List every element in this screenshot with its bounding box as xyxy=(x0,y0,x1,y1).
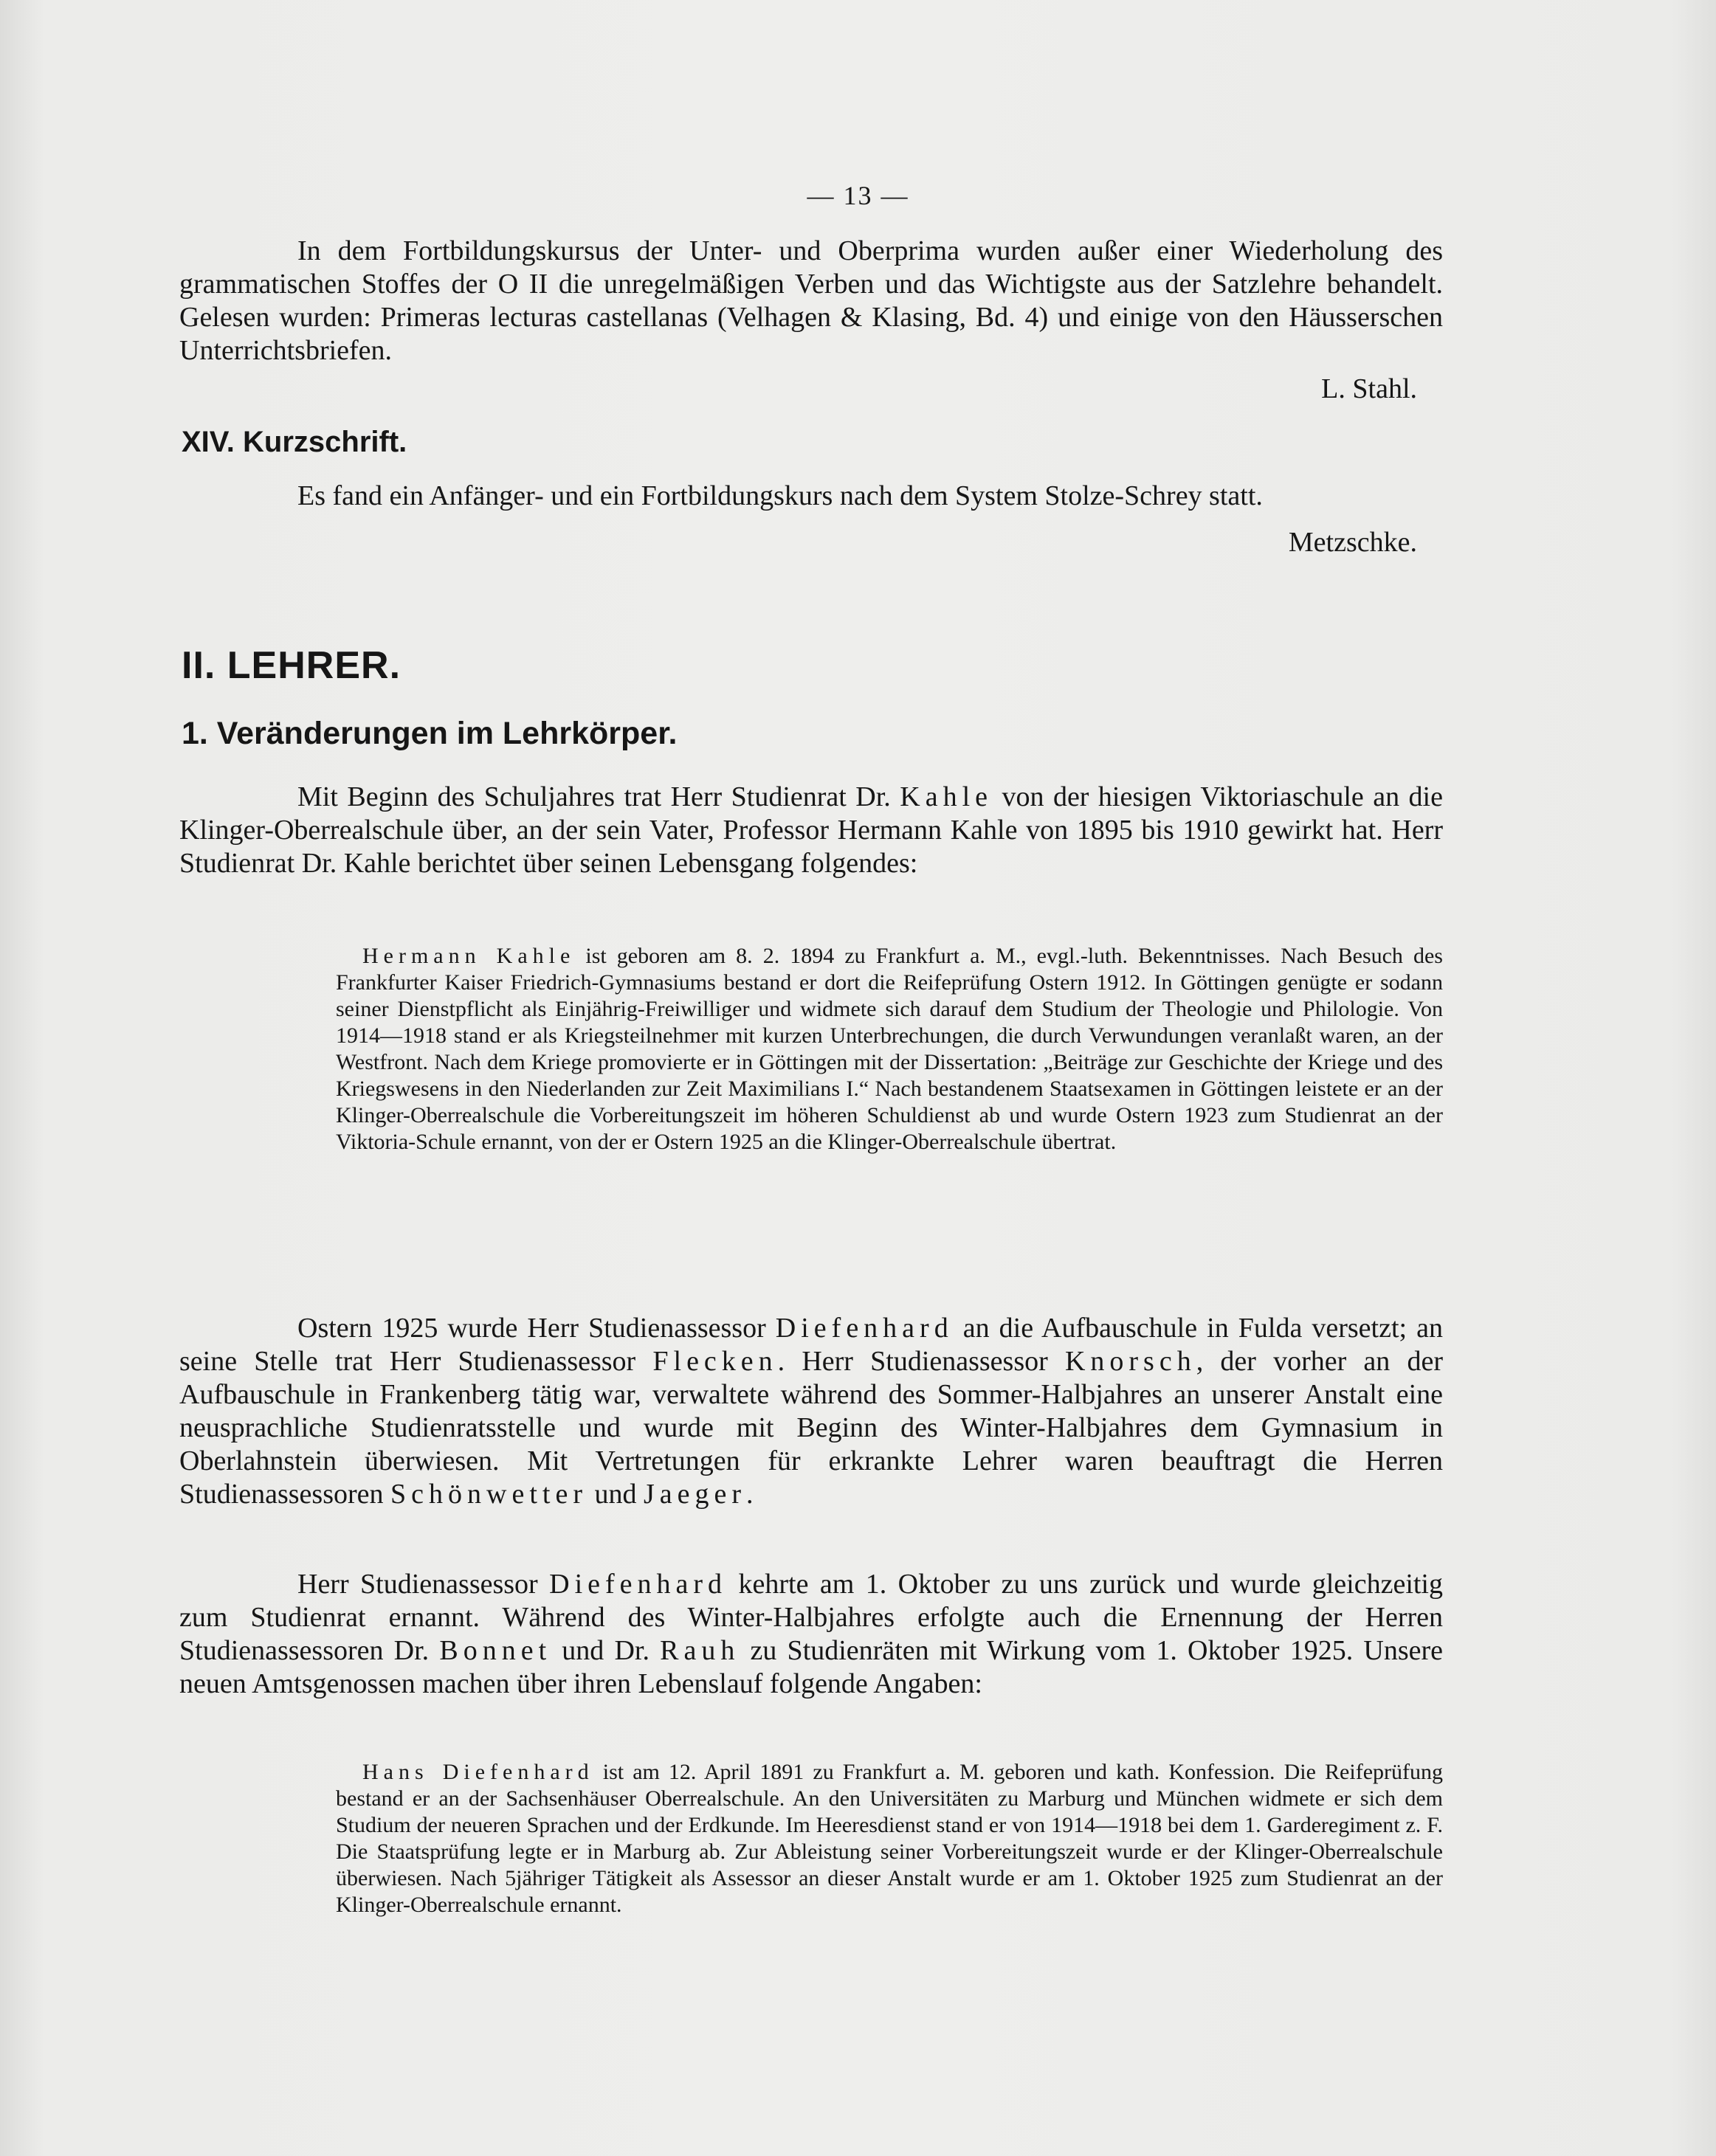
section-heading-kurzschrift: XIV. Kurzschrift. xyxy=(182,426,407,458)
biography-diefenhard xyxy=(336,1759,1443,1918)
person-name-diefenhard: Diefenhard xyxy=(775,1313,954,1344)
paragraph-fortbildungskursus: In dem Fortbildungskursus der Unter- und Oberprima wurden außer einer Wiederholung des grammatischen Stoffes der O II die unregelmäßigen Verben und das Wichtigste aus der Satzlehre behandelt. Gelesen wurden: Primeras lecturas castellanas (Velhagen & Klasing, Bd. 4) und einige von den Häusserschen Unterrichtsbriefen. xyxy=(179,235,1443,366)
paragraph-kahle-intro xyxy=(179,781,1443,880)
biography-text: ist am 12. April 1891 zu Frankfurt a. M. geboren und kath. Konfession. Die Reifeprüfung bestand er an der Sachsenhäuser Oberrealschule. An den Universitäten zu Marburg und München widmete er sich dem Studium der neueren Sprachen und der Erdkunde. Im Heeresdienst stand er von 1914—1918 bei dem 1. Garderegiment z. F. Die Staatsprüfung legte er in Marburg ab. Zur Ableistung seiner Vorbereitungszeit wurde er der Klinger-Oberrealschule überwiesen. Nach 5jähriger Tätigkeit als Assessor an dieser Anstalt wurde er am 1. Oktober 1925 zum Studienrat an der Klinger-Oberrealschule ernannt. xyxy=(336,1760,1443,1917)
signature-metzschke: Metzschke. xyxy=(1288,527,1417,558)
text-segment: kehrte am 1. Oktober zu uns zurück und wurde gleichzeitig zum Studienrat ernannt. Während des Winter-Halbjahres erfolgte auch die Ernennung der Herren Studienassessoren Dr. xyxy=(179,1569,1443,1666)
paragraph-versetzungen xyxy=(179,1312,1443,1511)
page-number: — 13 — xyxy=(807,181,909,210)
person-name-rauh: Rauh xyxy=(660,1635,740,1666)
person-name-flecken: Flecken xyxy=(652,1346,778,1377)
text-segment: zu Studienräten mit Wirkung vom 1. Oktober 1925. Unsere neuen Amtsgenossen machen über ihren Lebenslauf folgende Angaben: xyxy=(179,1635,1443,1699)
text-segment: von der hiesigen Viktoriaschule an die Klinger-Oberrealschule über, an der sein Vater, Professor Hermann Kahle von 1895 bis 1910 gewirkt hat. Herr Studienrat Dr. Kahle berichtet über seinen Lebensgang folgendes: xyxy=(179,781,1443,879)
paragraph-ernennungen xyxy=(179,1568,1443,1701)
person-name-kahle: Kahle xyxy=(900,781,993,812)
biography-text: ist geboren am 8. 2. 1894 zu Frankfurt a. M., evgl.-luth. Bekenntnisses. Nach Besuch des Frankfurter Kaiser Friedrich-Gymnasiums bestand er dort die Reifeprüfung Ostern 1912. In Göttingen genügte er sodann seiner Dienstpflicht als Einjährig-Freiwilliger und widmete sich darauf dem Studium der Theologie und Philologie. Von 1914—1918 stand er als Kriegsteilnehmer mit kurzen Unterbrechungen, die durch Verwundungen veranlaßt waren, an der Westfront. Nach dem Kriege promovierte er in Göttingen mit der Dissertation: „Beiträge zur Geschichte der Kriege und des Kriegswesens in den Niederlanden zur Zeit Maximilians I.“ Nach bestandenem Staatsexamen in Göttingen leistete er an der Klinger-Oberrealschule die Vorbereitungszeit im höheren Schuldienst ab und wurde Ostern 1923 zum Studienrat an der Viktoria-Schule ernannt, von der er Ostern 1925 an die Klinger-Oberrealschule übertrat. xyxy=(336,944,1443,1154)
signature-stahl: L. Stahl. xyxy=(1321,373,1417,404)
text-segment: und xyxy=(587,1479,644,1510)
person-name-knorsch: Knorsch xyxy=(1064,1346,1196,1377)
text-segment: . Herr Studienassessor xyxy=(777,1346,1065,1377)
person-name-hans-diefenhard: Hans Diefenhard xyxy=(362,1760,594,1784)
text-segment: Ostern 1925 wurde Herr Studienassessor xyxy=(297,1313,776,1344)
text-segment: Herr Studienassessor xyxy=(297,1569,550,1600)
text-segment: Mit Beginn des Schuljahres trat Herr Studienrat Dr. xyxy=(297,781,900,812)
text-segment: , der vorher an der Aufbauschule in Frankenberg tätig war, verwaltete während des Sommer-Halbjahres an unserer Anstalt eine neusprachliche Studienratsstelle und wurde mit Beginn des Winter-Halbjahres dem Gymnasium in Oberlahnstein überwiesen. Mit Vertretungen für erkrankte Lehrer waren beauftragt die Herren Studienassessoren xyxy=(179,1346,1443,1510)
person-name-diefenhard: Diefenhard xyxy=(549,1569,728,1600)
person-name-hermann-kahle: Hermann Kahle xyxy=(362,944,576,968)
paragraph-kurzschrift: Es fand ein Anfänger- und ein Fortbildungskurs nach dem System Stolze-Schrey statt. xyxy=(297,480,1263,511)
chapter-heading-lehrer: II. LEHRER. xyxy=(182,644,402,687)
person-name-jaeger: Jaeger xyxy=(643,1479,747,1510)
person-name-schoenwetter: Schönwetter xyxy=(390,1479,587,1510)
biography-kahle xyxy=(336,943,1443,1155)
text-segment: . xyxy=(746,1479,754,1510)
section-heading-veraenderungen: 1. Veränderungen im Lehrkörper. xyxy=(182,716,678,751)
person-name-bonnet: Bonnet xyxy=(439,1635,552,1666)
text-segment: an die Aufbauschule in Fulda versetzt; an seine Stelle trat Herr Studienassessor xyxy=(179,1313,1443,1377)
text-segment: und Dr. xyxy=(551,1635,661,1666)
